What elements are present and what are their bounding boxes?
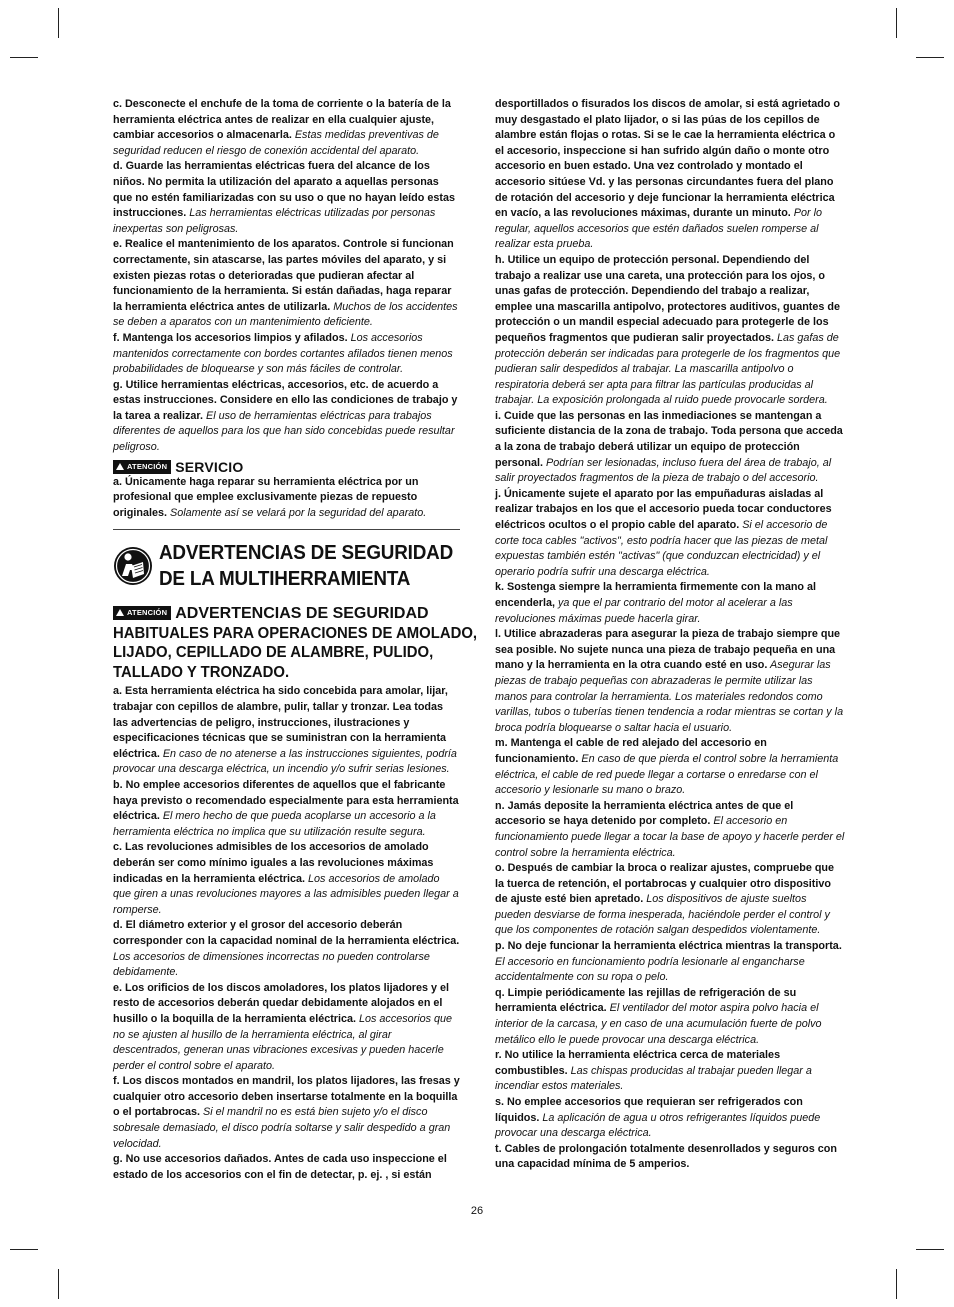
paragraph [495,1095,845,1142]
paragraph-bold: d. Guarde las herramientas eléctricas fuera del alcance de los niños. No permita la utilización del aparato a aquellas personas que no estén familiarizadas con su uso o que no hayan leído estas instrucciones. [113,160,455,220]
paragraph [113,778,460,840]
paragraph [495,986,845,1048]
paragraph-italic: El ventilador del motor aspira polvo hacia el interior de la carcasa, y en caso de una acumulación fuerte de polvo metálico ello le puede provocar una descarga eléctrica. [495,1002,822,1046]
left-column [113,97,478,1183]
main-title-line: DE LA MULTIHERRAMIENTA [159,567,411,591]
main-title-line: ADVERTENCIAS DE SEGURIDAD [159,541,454,565]
crop-mark [896,1269,897,1299]
paragraph [495,1142,845,1173]
paragraph-italic: Si el accesorio de corte toca cables "activos", esto podría hacer que las piezas de metal expuestas también estén "activas" (que conduzcan electricidad) y el operario podría sufrir una descarga eléctrica. [495,519,828,578]
paragraph-bold: j. Únicamente sujete el aparato por las empuñaduras aisladas al realizar trabajos en los que el accesorio pueda tocar conductores eléctricos ocultos o el propio cable del aparato. [495,487,832,532]
paragraph-bold: b. No emplee accesorios diferentes de aquellos que el fabricante haya previsto o recomendado especialmente para esta herramienta eléctrica. [113,779,459,823]
paragraph-bold: i. Cuide que las personas en las inmediaciones se mantengan a suficiente distancia de la zona de trabajo. Toda persona que acceda a la zona de trabajo deberá utilizar un equipo de protección personal. [495,409,843,469]
paragraph-bold: l. Utilice abrazaderas para asegurar la pieza de trabajo siempre que sea posible. No sujete nunca una pieza de trabajo pequeña en una mano y la herramienta en la otra cuando esté en uso. [495,628,841,672]
paragraph-servicio [113,475,460,522]
paragraph-italic: Los accesorios de amolado que giren a unas revoluciones mayores a las admisibles pueden llegar a romperse. [113,872,459,916]
paragraph [113,981,460,1075]
paragraph [113,331,460,378]
paragraph [113,684,460,778]
paragraph-bold: desportillados o fisurados los discos de amolar, si está agrietado o muy desgastado el plato lijador, o si las púas de los cepillos de alambre están flojas o rotas. Si se le cae la herramienta eléctrica o el accesorio, inspeccione si han sufrido algún daño o monte otro accesorio en buen estado. Una vez controlado y montado el accesorio sitúese Vd. y las personas circundantes fuera del plano de rotación del accesorio y deje funcionar la herramienta eléctrica en vacío, a las revoluciones máximas, durante un minuto. [495,98,840,220]
paragraph-italic: Los dispositivos de ajuste sueltos pueden desviarse de forma inesperada, haciéndole perder el control y que los componentes de rotación salgan despedidos violentamente. [495,893,830,937]
sub-title-line: ADVERTENCIAS DE SEGURIDAD [175,605,429,623]
paragraph-bold: o. Después de cambiar la broca o realizar ajustes, compruebe que la tuerca de retención, el portabrocas y cualquier otro dispositivo de ajuste esté bien apretado. [495,862,835,906]
paragraph-bold: p. No deje funcionar la herramienta eléctrica mientras la transporta. [495,940,842,953]
sub-title-line: TALLADO Y TRONZADO. [113,663,290,681]
paragraph [113,237,460,331]
paragraph [113,378,460,456]
paragraph-italic: ya que el par contrario del motor al acelerar a las revoluciones máximas puede hacerla girar. [495,597,793,625]
paragraph [495,580,845,627]
paragraph-italic: Los accesorios que no se ajusten al husillo de la herramienta eléctrica, al girar descentrados, generan unas vibraciones excesivas y pueden hacerle perder el control sobre el aparato. [113,1012,453,1072]
main-heading [113,540,460,592]
crop-mark [916,57,944,58]
paragraph-italic: Los accesorios mantenidos correctamente con bordes cortantes afilados tienen menos probabilidades de bloquearse y son más fáciles de controlar. [113,331,453,376]
paragraph-bold: r. No utilice la herramienta eléctrica cerca de materiales combustibles. [495,1049,781,1077]
warning-badge [113,606,171,620]
paragraph-italic: Las herramientas eléctricas utilizadas por personas inexpertas son peligrosas. [113,207,436,235]
warning-triangle-icon [116,609,124,616]
paragraph-italic: Estas medidas preventivas de seguridad reducen el riesgo de conexión accidental del aparato. [113,129,439,157]
paragraph-bold: f. Mantenga los accesorios limpios y afilados. [113,331,348,344]
crop-mark [896,8,897,38]
paragraph [113,840,460,918]
crop-mark [10,57,38,58]
paragraph-italic: En caso de que pierda el control sobre la herramienta eléctrica, el cable de red puede llegar a cortarse o enredarse con el accesorio y lesionarle su mano o brazo. [495,752,839,797]
paragraph-italic: Por lo regular, aquellos accesorios que estén dañados suelen romperse al realizar esta prueba. [495,207,823,251]
paragraph [495,736,845,798]
left-bottom-paragraphs [113,684,460,1183]
crop-mark [10,1249,38,1250]
paragraph-italic: El accesorio en funcionamiento podría lesionarle al engancharse accidentalmente con su ropa o pelo. [495,955,805,984]
paragraph-bold: m. Mantenga el cable de red alejado del accesorio en funcionamiento. [495,737,767,765]
paragraph-bold: g. Utilice herramientas eléctricas, accesorios, etc. de acuerdo a estas instrucciones. Considere en ello las condiciones de trabajo y la tarea a realizar. [113,378,458,422]
read-manual-icon [113,546,153,586]
left-top-paragraphs [113,97,460,456]
section-title-servicio: SERVICIO [175,458,244,475]
paragraph-bold: g. No use accesorios dañados. Antes de cada uso inspeccione el estado de los accesorios con el fin de detectar, p. ej. , si están [113,1153,447,1181]
sub-heading [113,604,478,682]
paragraph [495,97,845,253]
paragraph [495,939,845,986]
right-paragraphs [495,97,845,1173]
servicio-heading [113,459,460,475]
paragraph-bold: h. Utilice un equipo de protección personal. Dependiendo del trabajo a realizar use una careta, una protección para los ojos, o unas gafas de protección. Dependiendo del trabajo a realizar, emplee una mascarilla antipolvo, protectores auditivos, guantes de protección o un mandil especial adecuado para protegerle de los pequeños fragmentos que pudieran salir proyectados. [495,253,840,344]
paragraph [113,97,460,159]
paragraph [495,627,845,736]
paragraph-bold: f. Los discos montados en mandril, los platos lijadores, las fresas y cualquier otro accesorio deben insertarse totalmente en la boquilla o el portabrocas. [113,1075,460,1119]
sub-title-line: HABITUALES PARA OPERACIONES DE AMOLADO, [113,624,478,642]
paragraph-bold: d. El diámetro exterior y el grosor del accesorio deberán corresponder con la capacidad nominal de la herramienta eléctrica. [113,919,460,947]
paragraph [113,918,460,980]
paragraph-italic: Asegurar las piezas de trabajo pequeñas con abrazaderas le permite utilizar las manos para controlar la herramienta. Los materiales redondos como varillas, tubos o tuberías tienen tendencia a rodar mientras se cortan y la broca podría bloquearse o saltar hacia el usuario. [495,659,844,734]
page-number: 26 [470,1205,484,1217]
paragraph-italic: El accesorio en funcionamiento puede llegar a tocar la base de apoyo y hacerle perder el control sobre la herramienta eléctrica. [495,815,845,859]
paragraph [495,861,845,939]
paragraph-bold: a. Únicamente haga reparar su herramienta eléctrica por un profesional que emplee exclusivamente piezas de repuesto originales. [113,475,419,519]
crop-mark [916,1249,944,1250]
paragraph-bold: q. Limpie periódicamente las rejillas de refrigeración de su herramienta eléctrica. [495,986,797,1015]
paragraph-bold: n. Jamás deposite la herramienta eléctrica antes de que el accesorio se haya detenido por completo. [495,799,794,828]
paragraph-italic: Solamente así se velará por la seguridad del aparato. [167,506,427,519]
paragraph-italic: El uso de herramientas eléctricas para trabajos diferentes de aquellos para los que han sido concebidas puede resultar peligroso. [113,409,455,454]
paragraph [495,487,845,581]
paragraph-bold: e. Los orificios de los discos amoladores, los platos lijadores y el resto de accesorios deberán quedar debidamente alojados en el husillo o la boquilla de la herramienta eléctrica. [113,981,450,1025]
crop-mark [58,8,59,38]
paragraph [495,799,845,861]
paragraph [113,1152,460,1183]
paragraph-bold: e. Realice el mantenimiento de los aparatos. Controle si funcionan correctamente, sin atascarse, las partes móviles del aparato, y si existen piezas rotas o deterioradas que pudieran afectar al funcionamiento de la herramienta. Si están dañadas, haga reparar la herramienta eléctrica antes de utilizarla. [113,238,454,313]
paragraph-bold: k. Sostenga siempre la herramienta firmemente con la mano al encenderla, [495,581,817,609]
warning-triangle-icon [116,463,124,470]
paragraph-italic: Podrían ser lesionadas, incluso fuera del área de trabajo, al salir proyectados fragmentos de la pieza de trabajo o del accesorio. [495,456,832,485]
paragraph-bold: a. Esta herramienta eléctrica ha sido concebida para amolar, lijar, trabajar con cepillos de alambre, pulir, tallar y tronzar. Lea todas las advertencias de peligro, instrucciones, ilustraciones y especificaciones técnicas que se suministran con la herramienta eléctrica. [113,685,448,760]
paragraph-italic: Las gafas de protección deberán ser indicadas para protegerle de los fragmentos que pudieran salir despedidos al trabajar. La mascarilla antipolvo o respiratoria deberá ser apta para filtrar las partículas producidas al trabajar. La exposición prolongada al ruido puede provocarle sordera. [495,331,841,407]
paragraph [495,1048,845,1095]
paragraph [495,253,845,409]
paragraph-bold: t. Cables de prolongación totalmente desenrollados y seguros con una capacidad mínima de 5 amperios. [495,1142,837,1171]
paragraph-italic: Las chispas producidas al trabajar pueden llegar a incendiar estos materiales. [495,1064,812,1093]
paragraph-bold: c. Desconecte el enchufe de la toma de corriente o la batería de la herramienta eléctrica antes de realizar en ella cualquier ajuste, cambiar accesorios o almacenarla. [113,98,451,142]
paragraph-bold: s. No emplee accesorios que requieran ser refrigerados con líquidos. [495,1096,803,1124]
right-column [495,97,845,1173]
paragraph-italic: El mero hecho de que pueda acoplarse un accesorio a la herramienta eléctrica no implica que su utilización resulte segura. [113,810,436,838]
paragraph [113,159,460,237]
warning-badge [113,460,171,474]
paragraph-italic: Si el mandril no es está bien sujeto y/o el disco sobresale demasiado, el disco podría soltarse y salir despedido a gran velocidad. [113,1106,451,1150]
section-divider [113,529,460,530]
paragraph-bold: c. Las revoluciones admisibles de los accesorios de amolado deberán ser como mínimo iguales a las revoluciones máximas indicadas en la herramienta eléctrica. [113,841,434,885]
sub-title-line: LIJADO, CEPILLADO DE ALAMBRE, PULIDO, [113,644,434,662]
paragraph-italic: La aplicación de agua u otros refrigerantes líquidos puede provocar una descarga eléctrica. [495,1111,821,1140]
paragraph [495,409,845,487]
paragraph [113,1074,460,1152]
warning-badge-label: ATENCIÓN [127,462,168,472]
warning-badge-label: ATENCIÓN [127,608,168,618]
paragraph-italic: Muchos de los accidentes se deben a aparatos con un mantenimiento deficiente. [113,300,458,329]
paragraph-italic: Los accesorios de dimensiones incorrectas no pueden controlarse debidamente. [113,950,430,979]
crop-mark [58,1269,59,1299]
paragraph-italic: En caso de no atenerse a las instrucciones siguientes, podría provocar una descarga eléctrica, un incendio y/o sufrir serias lesiones. [113,747,457,776]
